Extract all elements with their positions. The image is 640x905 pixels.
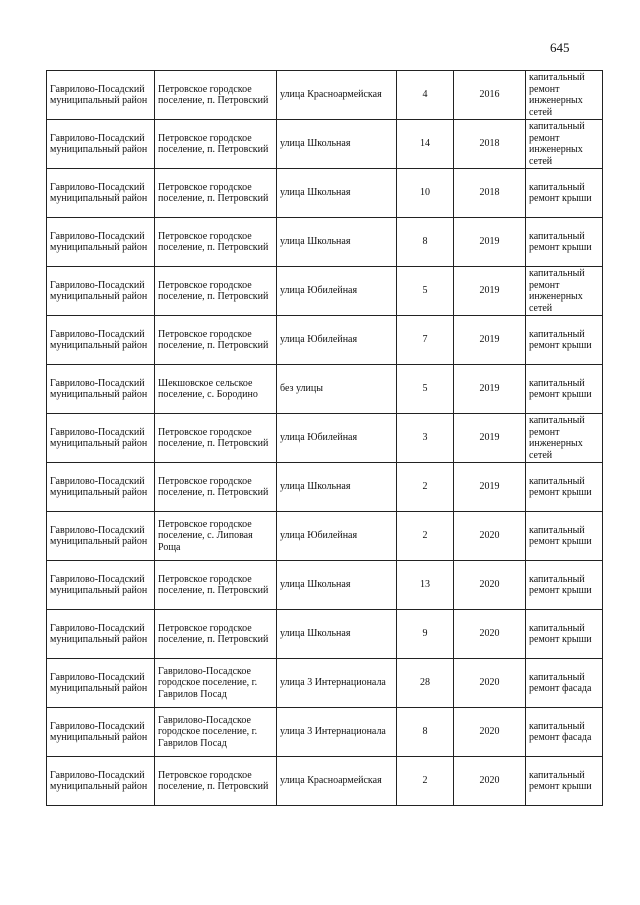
table-row bbox=[47, 561, 603, 610]
district-cell: Гаврилово-Посадский муниципальный район bbox=[47, 316, 155, 365]
settlement-cell: Петровское городское поселение, п. Петровский bbox=[155, 218, 277, 267]
settlement-cell: Петровское городское поселение, п. Петровский bbox=[155, 463, 277, 512]
work-type-cell: капитальный ремонт фасада bbox=[526, 708, 603, 757]
house-number-cell: 7 bbox=[397, 316, 454, 365]
settlement-cell: Петровское городское поселение, п. Петровский bbox=[155, 757, 277, 806]
work-type-cell: капитальный ремонт крыши bbox=[526, 561, 603, 610]
work-type-cell: капитальный ремонт крыши bbox=[526, 512, 603, 561]
settlement-cell: Петровское городское поселение, п. Петровский bbox=[155, 120, 277, 169]
street-cell: без улицы bbox=[277, 365, 397, 414]
street-cell: улица 3 Интернационала bbox=[277, 708, 397, 757]
district-cell: Гаврилово-Посадский муниципальный район bbox=[47, 708, 155, 757]
district-cell: Гаврилово-Посадский муниципальный район bbox=[47, 267, 155, 316]
year-cell: 2020 bbox=[454, 610, 526, 659]
year-cell: 2020 bbox=[454, 708, 526, 757]
work-type-cell: капитальный ремонт крыши bbox=[526, 365, 603, 414]
work-type-cell: капитальный ремонт крыши bbox=[526, 757, 603, 806]
settlement-cell: Шекшовское сельское поселение, с. Бородино bbox=[155, 365, 277, 414]
work-type-cell: капитальный ремонт инженерных сетей bbox=[526, 267, 603, 316]
settlement-cell: Петровское городское поселение, п. Петровский bbox=[155, 71, 277, 120]
street-cell: улица Школьная bbox=[277, 120, 397, 169]
page-number: 645 bbox=[550, 40, 570, 55]
table-row bbox=[47, 120, 603, 169]
year-cell: 2019 bbox=[454, 365, 526, 414]
house-number-cell: 5 bbox=[397, 365, 454, 414]
table-row bbox=[47, 218, 603, 267]
work-type-cell: капитальный ремонт инженерных сетей bbox=[526, 414, 603, 463]
district-cell: Гаврилово-Посадский муниципальный район bbox=[47, 218, 155, 267]
district-cell: Гаврилово-Посадский муниципальный район bbox=[47, 169, 155, 218]
year-cell: 2016 bbox=[454, 71, 526, 120]
street-cell: улица Школьная bbox=[277, 169, 397, 218]
work-type-cell: капитальный ремонт крыши bbox=[526, 316, 603, 365]
house-number-cell: 2 bbox=[397, 757, 454, 806]
table-row bbox=[47, 757, 603, 806]
work-type-cell: капитальный ремонт фасада bbox=[526, 659, 603, 708]
settlement-cell: Петровское городское поселение, п. Петровский bbox=[155, 169, 277, 218]
settlement-cell: Петровское городское поселение, с. Липовая Роща bbox=[155, 512, 277, 561]
house-number-cell: 14 bbox=[397, 120, 454, 169]
table-row bbox=[47, 365, 603, 414]
house-number-cell: 4 bbox=[397, 71, 454, 120]
table-row bbox=[47, 512, 603, 561]
house-number-cell: 2 bbox=[397, 512, 454, 561]
settlement-cell: Петровское городское поселение, п. Петровский bbox=[155, 610, 277, 659]
street-cell: улица Красноармейская bbox=[277, 71, 397, 120]
housing-repair-table bbox=[46, 70, 603, 806]
year-cell: 2019 bbox=[454, 463, 526, 512]
district-cell: Гаврилово-Посадский муниципальный район bbox=[47, 757, 155, 806]
house-number-cell: 10 bbox=[397, 169, 454, 218]
house-number-cell: 28 bbox=[397, 659, 454, 708]
work-type-cell: капитальный ремонт инженерных сетей bbox=[526, 71, 603, 120]
year-cell: 2019 bbox=[454, 316, 526, 365]
house-number-cell: 3 bbox=[397, 414, 454, 463]
year-cell: 2018 bbox=[454, 120, 526, 169]
settlement-cell: Петровское городское поселение, п. Петровский bbox=[155, 414, 277, 463]
table-row bbox=[47, 71, 603, 120]
work-type-cell: капитальный ремонт крыши bbox=[526, 463, 603, 512]
year-cell: 2019 bbox=[454, 414, 526, 463]
work-type-cell: капитальный ремонт крыши bbox=[526, 169, 603, 218]
street-cell: улица 3 Интернационала bbox=[277, 659, 397, 708]
street-cell: улица Юбилейная bbox=[277, 316, 397, 365]
house-number-cell: 8 bbox=[397, 708, 454, 757]
street-cell: улица Юбилейная bbox=[277, 267, 397, 316]
table-row bbox=[47, 610, 603, 659]
year-cell: 2020 bbox=[454, 512, 526, 561]
house-number-cell: 5 bbox=[397, 267, 454, 316]
table-row bbox=[47, 316, 603, 365]
settlement-cell: Гаврилово-Посадское городское поселение, г. Гаврилов Посад bbox=[155, 659, 277, 708]
table-row bbox=[47, 414, 603, 463]
street-cell: улица Школьная bbox=[277, 218, 397, 267]
district-cell: Гаврилово-Посадский муниципальный район bbox=[47, 512, 155, 561]
street-cell: улица Школьная bbox=[277, 463, 397, 512]
table-row bbox=[47, 659, 603, 708]
house-number-cell: 9 bbox=[397, 610, 454, 659]
house-number-cell: 8 bbox=[397, 218, 454, 267]
street-cell: улица Красноармейская bbox=[277, 757, 397, 806]
settlement-cell: Петровское городское поселение, п. Петровский bbox=[155, 267, 277, 316]
work-type-cell: капитальный ремонт крыши bbox=[526, 610, 603, 659]
table-body bbox=[47, 71, 603, 806]
street-cell: улица Юбилейная bbox=[277, 512, 397, 561]
year-cell: 2019 bbox=[454, 267, 526, 316]
year-cell: 2020 bbox=[454, 561, 526, 610]
year-cell: 2020 bbox=[454, 757, 526, 806]
street-cell: улица Школьная bbox=[277, 610, 397, 659]
year-cell: 2019 bbox=[454, 218, 526, 267]
street-cell: улица Юбилейная bbox=[277, 414, 397, 463]
district-cell: Гаврилово-Посадский муниципальный район bbox=[47, 365, 155, 414]
district-cell: Гаврилово-Посадский муниципальный район bbox=[47, 414, 155, 463]
settlement-cell: Петровское городское поселение, п. Петровский bbox=[155, 561, 277, 610]
work-type-cell: капитальный ремонт инженерных сетей bbox=[526, 120, 603, 169]
table-row bbox=[47, 708, 603, 757]
district-cell: Гаврилово-Посадский муниципальный район bbox=[47, 561, 155, 610]
district-cell: Гаврилово-Посадский муниципальный район bbox=[47, 463, 155, 512]
house-number-cell: 2 bbox=[397, 463, 454, 512]
district-cell: Гаврилово-Посадский муниципальный район bbox=[47, 71, 155, 120]
house-number-cell: 13 bbox=[397, 561, 454, 610]
table-row bbox=[47, 169, 603, 218]
district-cell: Гаврилово-Посадский муниципальный район bbox=[47, 659, 155, 708]
year-cell: 2018 bbox=[454, 169, 526, 218]
work-type-cell: капитальный ремонт крыши bbox=[526, 218, 603, 267]
table-row bbox=[47, 463, 603, 512]
year-cell: 2020 bbox=[454, 659, 526, 708]
settlement-cell: Петровское городское поселение, п. Петровский bbox=[155, 316, 277, 365]
district-cell: Гаврилово-Посадский муниципальный район bbox=[47, 610, 155, 659]
district-cell: Гаврилово-Посадский муниципальный район bbox=[47, 120, 155, 169]
street-cell: улица Школьная bbox=[277, 561, 397, 610]
settlement-cell: Гаврилово-Посадское городское поселение, г. Гаврилов Посад bbox=[155, 708, 277, 757]
table-row bbox=[47, 267, 603, 316]
